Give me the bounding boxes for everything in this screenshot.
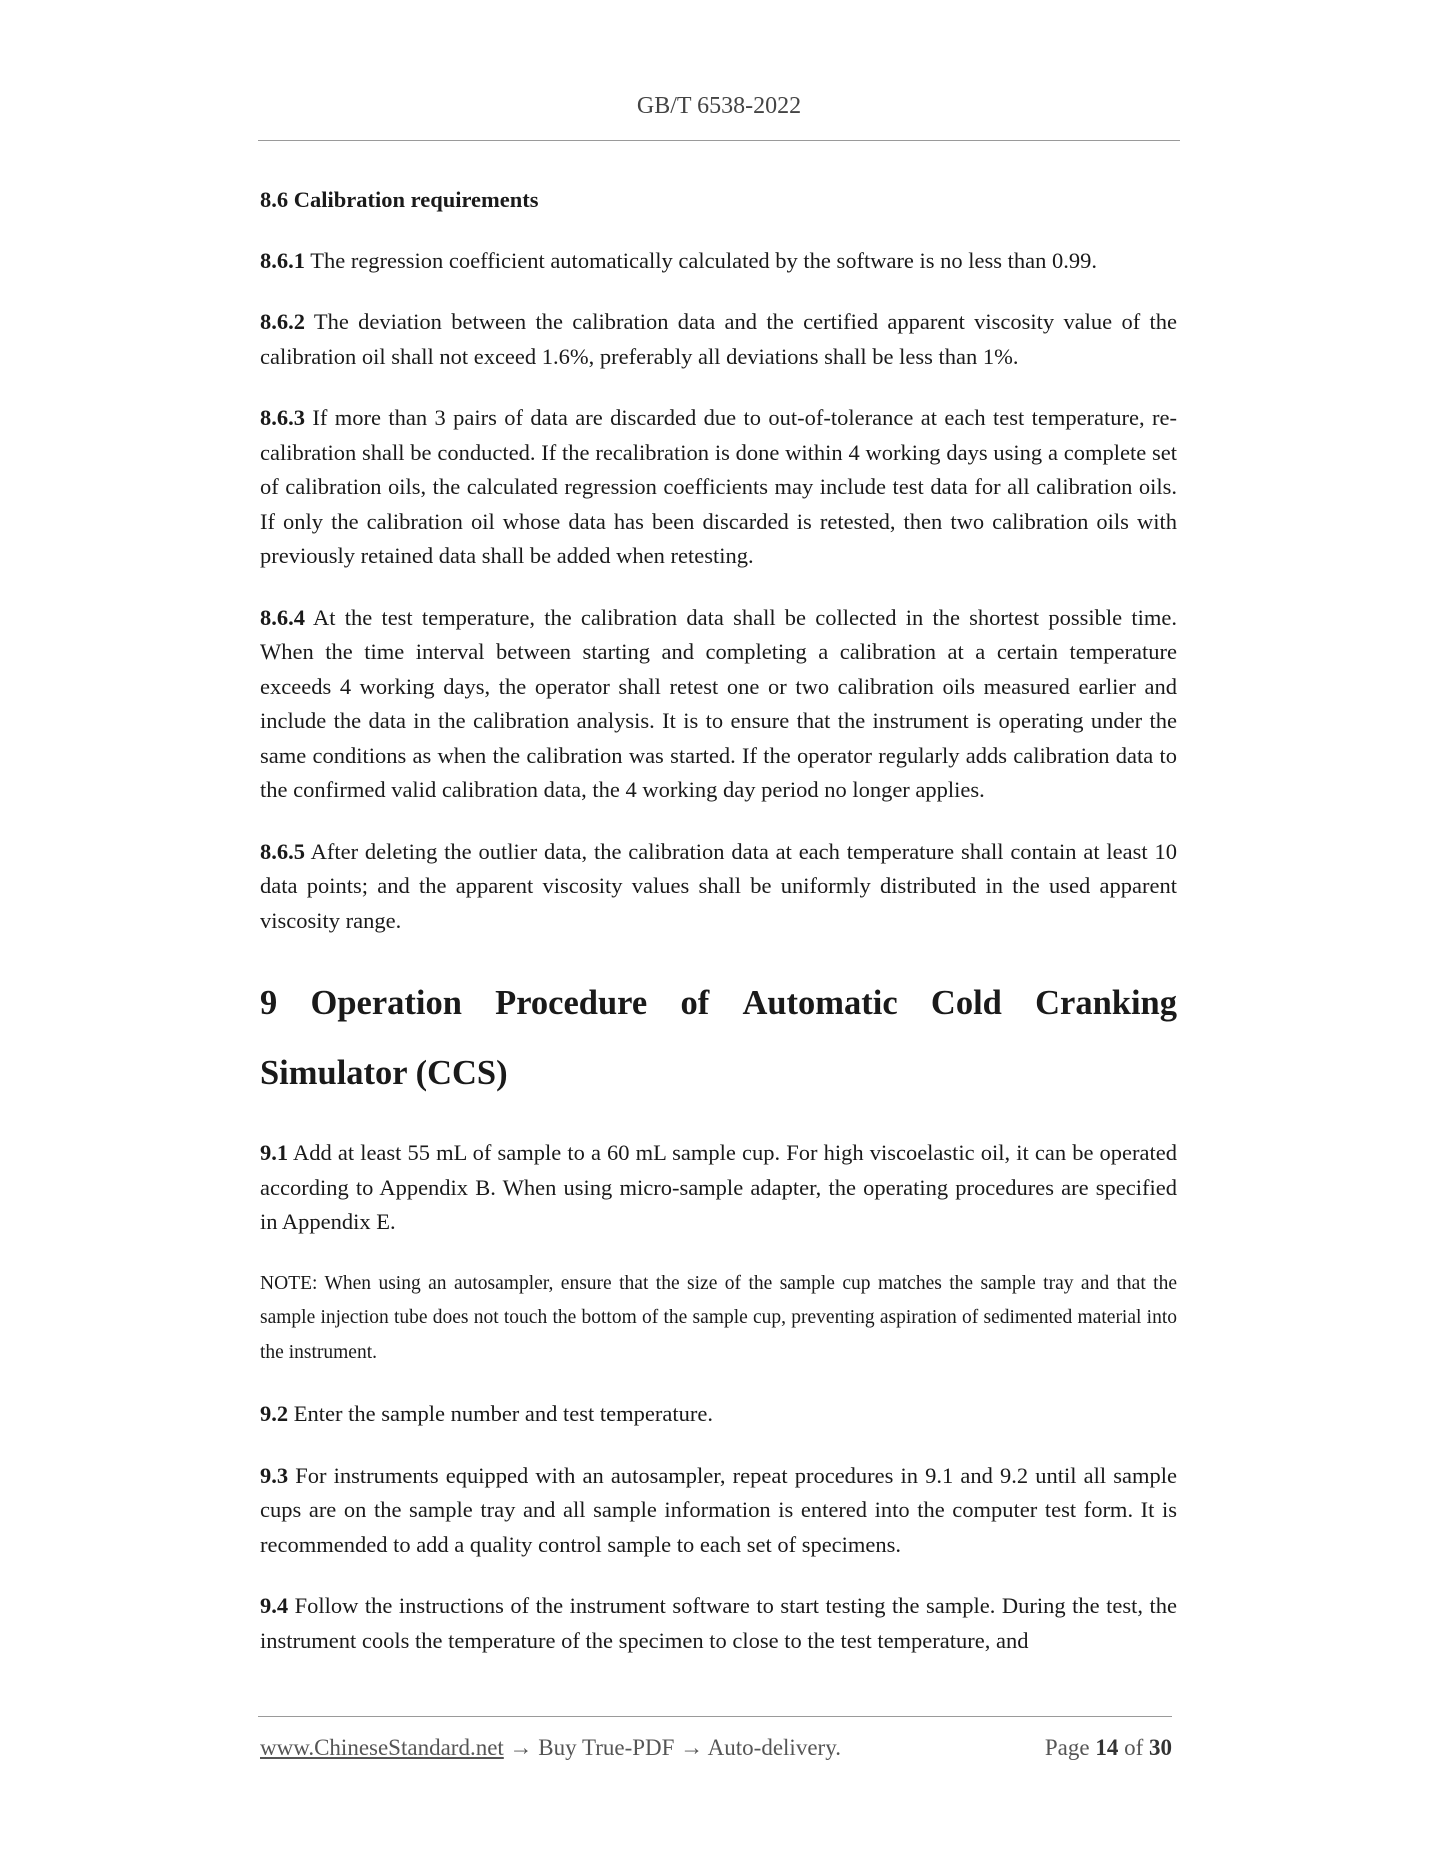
clause-8-6-5 [260,835,1177,939]
chapter-title-word: Cold [930,984,1002,1022]
clause-text: Add at least 55 mL of sample to a 60 mL sample cup. For high viscoelastic oil, it can be operated according to Appendix B. When using micro-sample adapter, the operating procedures are specified in Appendix E. [260,1140,1177,1234]
clause-text: The regression coefficient automatically calculated by the software is no less than 0.99. [305,247,1098,273]
arrow-right-icon: → [674,1735,708,1760]
clause-number: 8.6.4 [260,604,305,630]
website-link[interactable]: www.ChineseStandard.net [260,1735,504,1760]
clause-8-6-2 [260,305,1177,374]
clause-9-1 [260,1136,1177,1240]
arrow-right-icon: → [503,1735,539,1760]
page-total: 30 [1149,1735,1172,1760]
chapter-title-word: Operation [310,984,462,1022]
clause-number: 9.4 [260,1593,289,1618]
clause-9-3 [260,1459,1177,1563]
chapter-title-line-1 [260,968,1177,1038]
of-label: of [1124,1735,1144,1760]
chapter-title-line-2: Simulator (CCS) [260,1054,508,1092]
clause-9-2 [260,1397,1177,1432]
chapter-title-word: Automatic [742,984,898,1022]
clause-number: 8.6.3 [260,405,305,430]
clause-text: For instruments equipped with an autosampler, repeat procedures in 9.1 and 9.2 until all sample cups are on the sample tray and all sample information is entered into the computer test form. It is recommended to add a quality control sample to each set of specimens. [260,1462,1177,1557]
buy-pdf-text: Buy True-PDF [538,1735,675,1760]
page-header-doc-id: GB/T 6538-2022 [636,93,802,119]
clause-9-4 [260,1589,1177,1658]
clause-text: Enter the sample number and test temperature. [288,1401,713,1426]
page-label: Page [1044,1735,1090,1760]
chapter-title-word: of [680,984,710,1022]
clause-text: At the test temperature, the calibration data shall be collected in the shortest possible time. When the time interval between starting and completing a calibration at a certain temperature exceeds 4 working days, the operator shall retest one or two calibration oils measured earlier and include the data in the calibration analysis. It is to ensure that the instrument is operating under the same conditions as when the calibration was started. If the operator regularly adds calibration data to the confirmed valid calibration data, the 4 working day period no longer applies. [260,604,1177,802]
footer-left [260,1735,841,1761]
clause-8-6-3 [260,401,1177,574]
clause-number: 8.6.1 [260,247,305,273]
clause-number: 9.1 [260,1140,289,1165]
chapter-title-9 [260,968,1177,1108]
clause-text: After deleting the outlier data, the calibration data at each temperature shall contain at least 10 data points; and the apparent viscosity values shall be uniformly distributed in the used apparent viscosity range. [260,838,1177,933]
page-indicator [1045,1735,1172,1761]
footer-divider [258,1716,1172,1717]
clause-number: 8.6.2 [260,309,305,334]
auto-delivery-text: Auto-delivery. [707,1735,841,1760]
chapter-title-word: Procedure [495,984,648,1022]
header-divider [258,140,1180,141]
clause-text: If more than 3 pairs of data are discarded due to out-of-tolerance at each test temperature, re-calibration shall be conducted. If the recalibration is done within 4 working days using a complete set of calibration oils, the calculated regression coefficients may include test data for all calibration oils. If only the calibration oil whose data has been discarded is retested, then two calibration oils with previously retained data shall be added when retesting. [260,405,1177,568]
clause-number: 9.2 [260,1401,289,1426]
clause-text: The deviation between the calibration data and the certified apparent viscosity value of the calibration oil shall not exceed 1.6%, preferably all deviations shall be less than 1%. [260,309,1177,369]
chapter-title-word: 9 [260,984,278,1022]
document-body [260,183,1177,1685]
clause-8-6-1 [260,244,1177,279]
note-9-1: NOTE: When using an autosampler, ensure that the size of the sample cup matches the sample tray and that the sample injection tube does not touch the bottom of the sample cup, preventing aspiration of sedimented material into the instrument. [260,1272,1177,1363]
page-number: 14 [1095,1735,1119,1760]
clause-number: 8.6.5 [260,838,305,864]
clause-number: 9.3 [260,1462,289,1488]
clause-text: Follow the instructions of the instrument software to start testing the sample. During the test, the instrument cools the temperature of the specimen to close to the test temperature, and [260,1593,1177,1653]
clause-8-6-4 [260,601,1177,808]
page-footer [260,1735,1172,1761]
section-title-8-6: 8.6 Calibration requirements [260,187,539,212]
chapter-title-word: Cranking [1035,984,1177,1022]
